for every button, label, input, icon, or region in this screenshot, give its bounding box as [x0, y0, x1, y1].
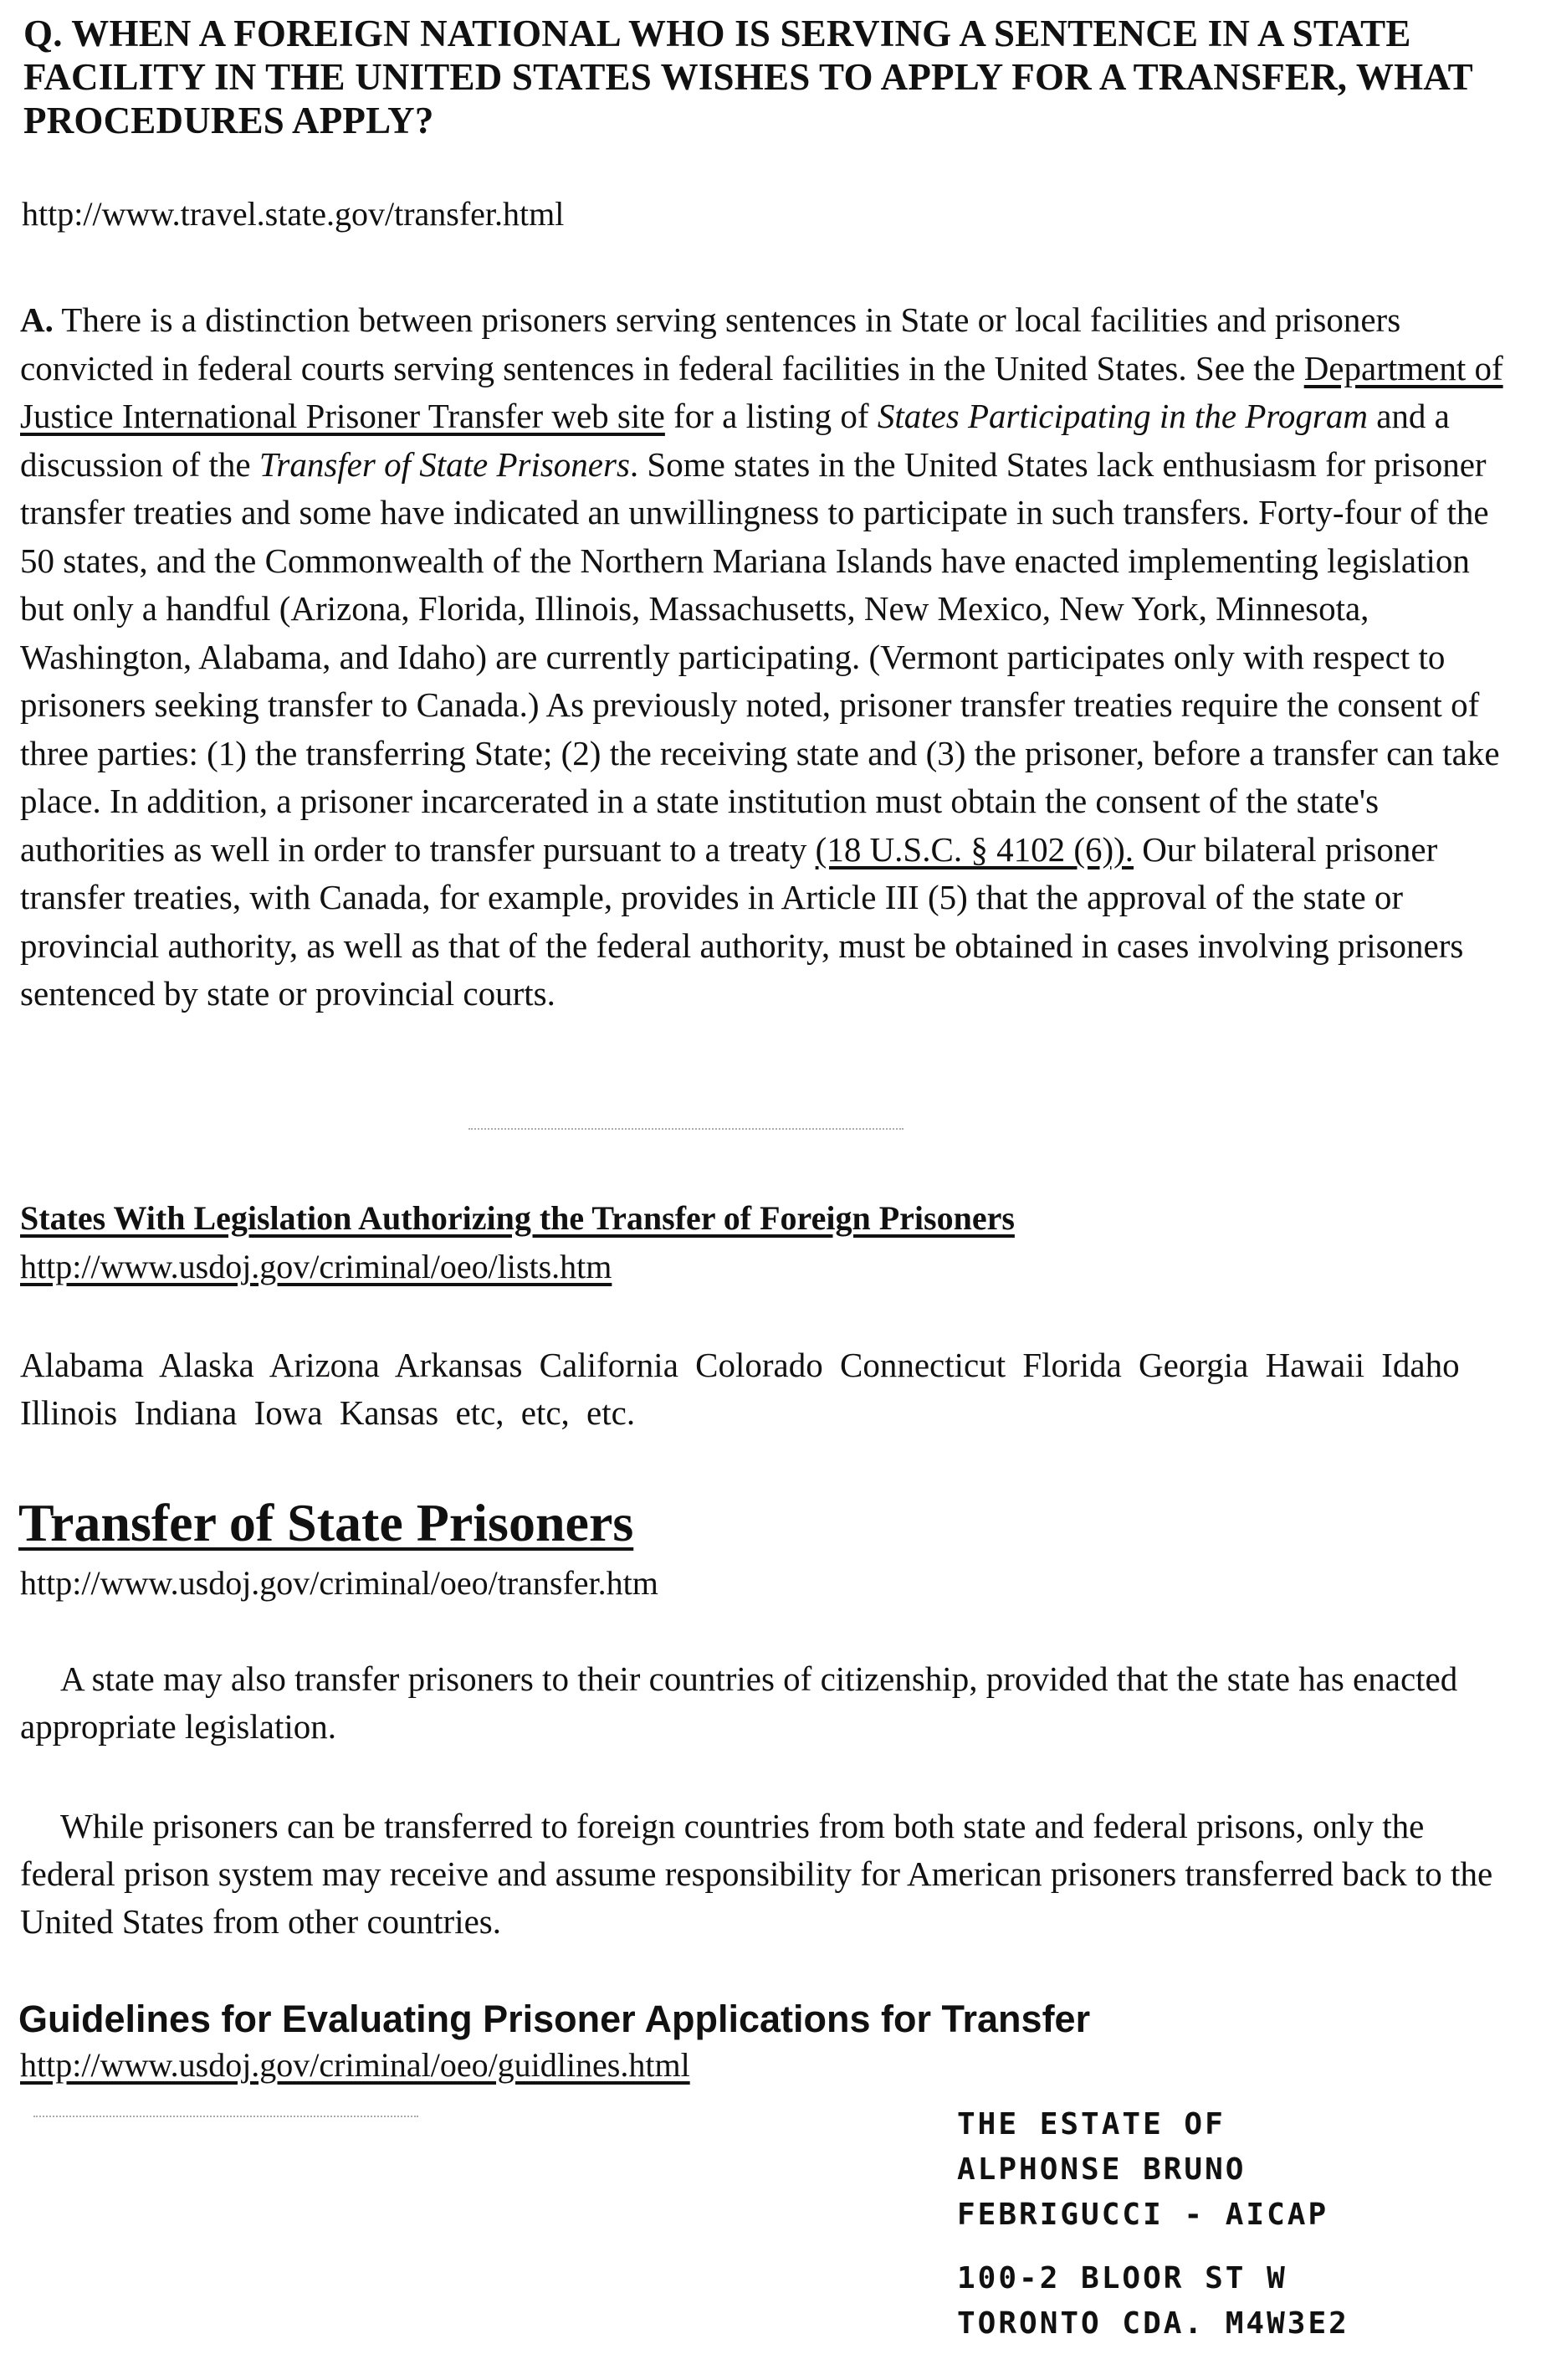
stamp-line-2: ALPHONSE BRUNO — [957, 2152, 1247, 2187]
scan-artifact-line — [468, 1128, 904, 1131]
legislation-heading: States With Legislation Authorizing the Transfer of Foreign Prisoners — [20, 1199, 1015, 1237]
guidelines-heading: Guidelines for Evaluating Prisoner Applications for Transfer — [18, 1998, 1091, 2040]
answer-label: A. — [20, 300, 54, 339]
answer-text-part-1: There is a distinction between prisoners serving sentences in State or local facilities and prisoners convicted in federal courts serving sentences in federal facilities in the United States. See the — [20, 300, 1401, 387]
answer-text-part-3: and a discussion of the — [20, 397, 1450, 484]
stamp-line-5: TORONTO CDA. M4W3E2 — [957, 2306, 1349, 2341]
transfer-paragraph-2: While prisoners can be transferred to foreign countries from both state and federal prisons, only the federal prison system may receive and assume responsibility for American prisoners transferred back to the United States from other countries. — [20, 1807, 1493, 1941]
stamp-line-3: FEBRIGUCCI - AICAP — [957, 2198, 1329, 2232]
states-list: Alabama Alaska Arizona Arkansas California Colorado Connecticut Florida Georgia Hawaii Idaho Illinois Indiana Iowa Kansas etc, etc, etc. — [20, 1346, 1460, 1432]
answer-paragraph — [20, 296, 1518, 1018]
transfer-url[interactable]: http://www.usdoj.gov/criminal/oeo/transfer.htm — [20, 1564, 658, 1602]
scan-artifact-line — [33, 2116, 418, 2119]
travel-state-url[interactable]: http://www.travel.state.gov/transfer.html — [22, 195, 565, 233]
lists-url-link[interactable]: http://www.usdoj.gov/criminal/oeo/lists.htm — [20, 1248, 612, 1285]
guidelines-url-link[interactable]: http://www.usdoj.gov/criminal/oeo/guidlines.html — [20, 2046, 690, 2084]
answer-text-part-5: Our bilateral prisoner transfer treaties, with Canada, for example, provides in Article III (5) that the approval of the state or provincial authority, as well as that of the federal authority, must be obtained in cases involving prisoners sentenced by state or provincial courts. — [20, 829, 1464, 1013]
transfer-state-prisoners-italic: Transfer of State Prisoners — [259, 444, 630, 484]
answer-text-part-2: for a listing of — [664, 397, 878, 435]
answer-text-part-4: . Some states in the United States lack enthusiasm for prisoner transfer treaties and some have indicated an unwillingness to participate in such transfers. Forty-four of the 50 states, and the Commonwealth of the Northern Mariana Islands have enacted implementing legislation but only a handful (Arizona, Florida, Illinois, Massachusetts, New Mexico, New York, Minnesota, Washington, Alabama, and Idaho) are currently participating. (Vermont participates only with respect to prisoners seeking transfer to Canada.) As previously noted, prisoner transfer treaties require the consent of three parties: (1) the transferring State; (2) the receiving state and (3) the prisoner, before a transfer can take place. In addition, a prisoner incarcerated in a state institution must obtain the consent of the state's authorities as well in order to transfer pursuant to a treaty — [20, 444, 1500, 869]
transfer-paragraph-1: A state may also transfer prisoners to their countries of citizenship, provided that the state has enacted appropriate legislation. — [20, 1659, 1458, 1746]
states-participating-italic: States Participating in the Program — [877, 397, 1368, 435]
transfer-heading: Transfer of State Prisoners — [18, 1493, 634, 1552]
usc-citation-link[interactable]: (18 U.S.C. § 4102 (6)). — [815, 829, 1134, 869]
address-stamp — [957, 2102, 1492, 2347]
question-heading: Q. WHEN A FOREIGN NATIONAL WHO IS SERVING A SENTENCE IN A STATE FACILITY IN THE UNITED STATES WISHES TO APPLY FOR A TRANSFER, WHAT PROCEDURES APPLY? — [23, 13, 1473, 141]
stamp-line-1: THE ESTATE OF — [957, 2107, 1226, 2141]
doj-transfer-link[interactable]: Department of Justice International Prisoner Transfer web site — [20, 348, 1503, 435]
stamp-line-4: 100-2 BLOOR ST W — [957, 2261, 1287, 2295]
